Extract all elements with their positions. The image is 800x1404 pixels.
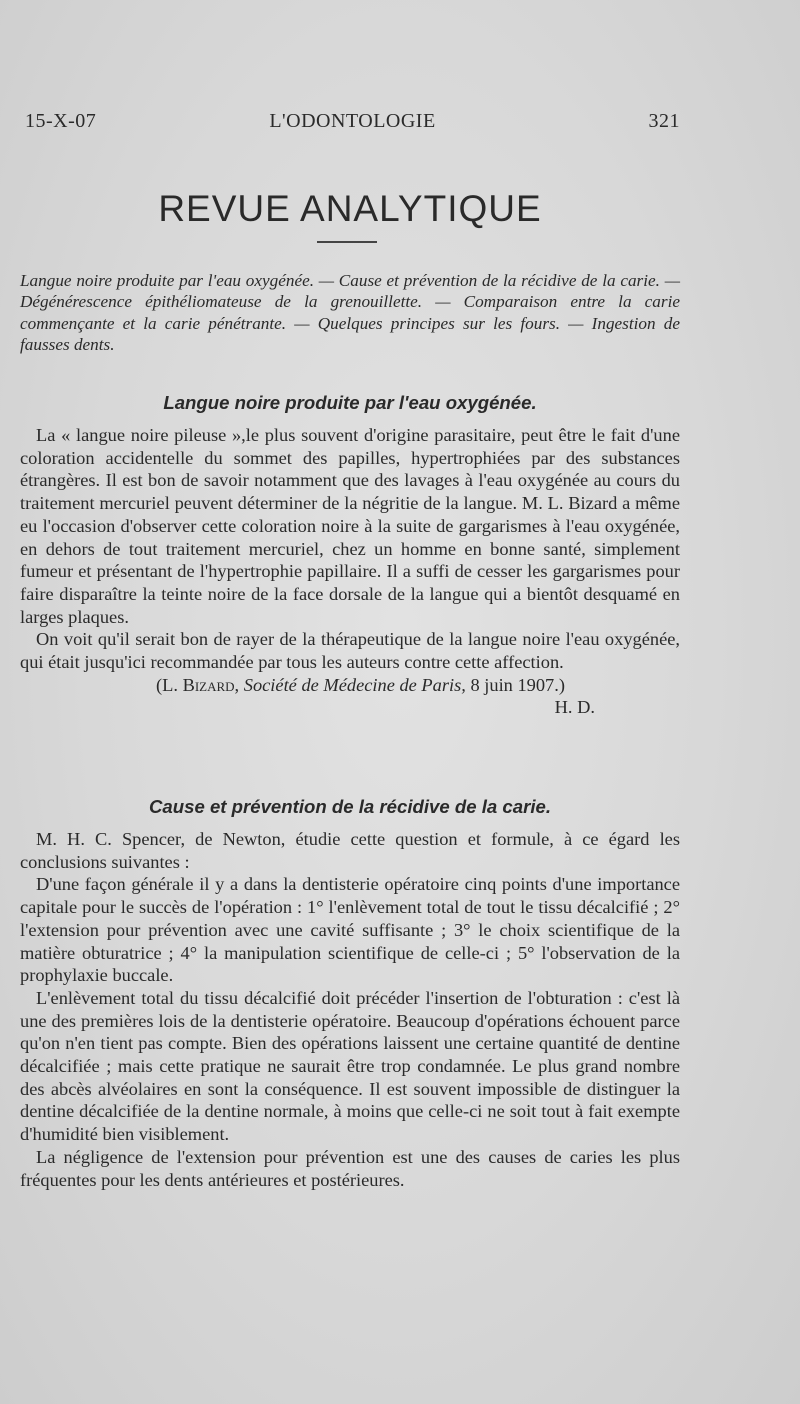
- citation-date: 8 juin 1907.): [465, 674, 565, 695]
- paragraph: La négligence de l'extension pour prévention est une des causes de caries les plus fréquentes pour les dents antérieures et postérieures.: [20, 1146, 680, 1190]
- paragraph: On voit qu'il serait bon de rayer de la thérapeutique de la langue noire l'eau oxygénée, qui était jusqu'ici recommandée par tous les auteurs contre cette affection.: [20, 629, 680, 673]
- citation-sep: ,: [234, 674, 244, 695]
- article-body-recidive-carie: [20, 828, 680, 1191]
- citation-open: (L.: [156, 674, 183, 695]
- issue-date: 15-X-07: [25, 110, 97, 132]
- summary: Langue noire produite par l'eau oxygénée. — Cause et prévention de la récidive de la carie. — Dégénérescence épithéliomateuse de la grenouillette. — Comparaison entre la carie commençante et la carie pénétrante. — Quelques principes sur les fours. — Ingestion de fausses dents.: [20, 271, 680, 354]
- paragraph: L'enlèvement total du tissu décalcifié doit précéder l'insertion de l'obturation : c'est là une des premières lois de la dentisterie opératoire. Beaucoup d'opérations échouent parce qu'on n'en tient pas compte. Bien des opérations laissent une certaine quantité de dentine décalcifiée ; mais cette pratique ne saurait être trop condamnée. Le plus grand nombre des abcès alvéolaires en sont la conséquence. Il est souvent impossible de distinguer la dentine décalcifiée de la dentine normale, à moins que celle-ci ne soit tout à fait exempte d'humidité bien visiblement.: [20, 987, 680, 1145]
- citation-author: Bizard: [182, 674, 235, 695]
- citation: [20, 674, 680, 697]
- article-heading-langue-noire: Langue noire produite par l'eau oxygénée.: [163, 392, 537, 413]
- article-heading-recidive-carie: Cause et prévention de la récidive de la carie.: [148, 796, 551, 817]
- paragraph: M. H. C. Spencer, de Newton, étudie cette question et formule, à ce égard les conclusions suivantes :: [20, 829, 680, 872]
- author-initials: H. D.: [554, 697, 595, 718]
- page-number: 321: [648, 110, 680, 132]
- section-title: REVUE ANALYTIQUE: [158, 188, 542, 229]
- journal-title: L'ODONTOLOGIE: [269, 110, 436, 132]
- title-rule: [317, 241, 377, 243]
- paragraph: La « langue noire pileuse »,le plus souvent d'origine parasitaire, peut être le fait d'une coloration accidentelle du sommet des papilles, hypertrophiées par des substances étrangères. Il est bon de savoir notamment que des lavages à l'eau oxygénée au cours du traitement mercuriel peuvent déterminer de la négritie de la langue. M. L. Bizard a même eu l'occasion d'observer cette coloration noire à la suite de gargarismes à l'eau oxygénée, en dehors de tout traitement mercuriel, chez un homme en bonne santé, simplement fumeur et présentant de l'hypertrophie papillaire. Il a suffi de cesser les gargarismes pour faire disparaître la teinte noire de la face dorsale de la langue qui a bientôt desquamé en larges plaques.: [20, 425, 680, 627]
- article-body-langue-noire: [20, 424, 680, 719]
- paragraph: D'une façon générale il y a dans la dentisterie opératoire cinq points d'une importance capitale pour le succès de l'opération : 1° l'enlèvement total de tout le tissu décalcifié ; 2° l'extension pour prévention avec une cavité suffisante ; 3° le choix scientifique de la matière obturatrice ; 4° la manipulation scientifique de celle-ci ; 5° l'observation de la prophylaxie buccale.: [20, 874, 680, 986]
- citation-source: Société de Médecine de Paris,: [243, 674, 466, 695]
